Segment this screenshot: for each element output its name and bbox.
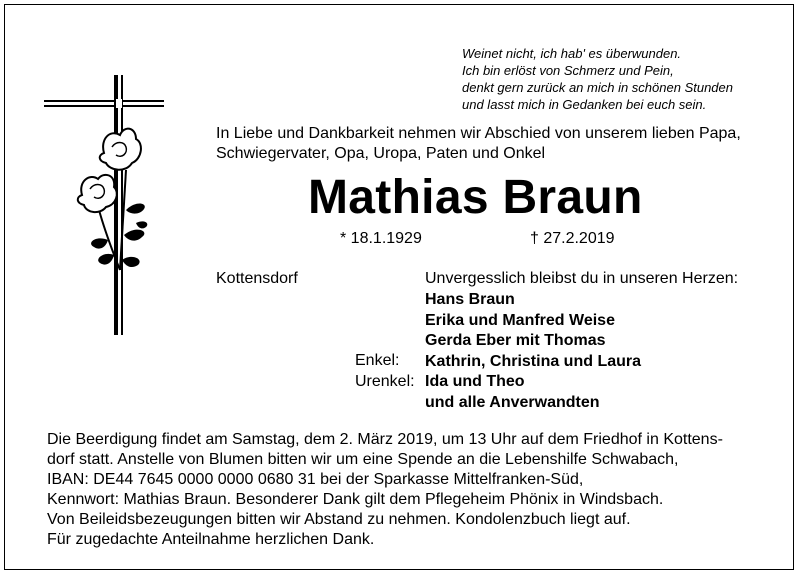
funeral-line: IBAN: DE44 7645 0000 0000 0680 31 bei der Sparkasse Mittelfranken-Süd,: [47, 471, 584, 488]
label-enkel: Enkel:: [355, 352, 400, 369]
mourners-list: [425, 290, 641, 413]
funeral-line: Von Beileidsbezeugungen bitten wir Abstand zu nehmen. Kondolenzbuch liegt auf.: [47, 511, 631, 528]
death-date: † 27.2.2019: [530, 230, 615, 247]
mourners-heading: Unvergesslich bleibst du in unseren Herzen:: [425, 270, 739, 287]
intro-line: In Liebe und Dankbarkeit nehmen wir Abschied von unserem lieben Papa,: [216, 125, 741, 142]
funeral-line: Die Beerdigung findet am Samstag, dem 2. März 2019, um 13 Uhr auf dem Friedhof in Kottens-: [47, 431, 723, 448]
cross-with-roses-icon: [44, 75, 164, 340]
birth-date: * 18.1.1929: [340, 230, 422, 247]
poem-line: Ich bin erlöst von Schmerz und Pein,: [462, 63, 674, 78]
poem: [462, 45, 733, 113]
mourner-entry: Erika und Manfred Weise: [425, 311, 615, 329]
intro-text: [216, 124, 741, 164]
mourner-entry: und alle Anverwandten: [425, 393, 600, 411]
funeral-line: Für zugedachte Anteilnahme herzlichen Dank.: [47, 531, 375, 548]
place-name: Kottensdorf: [216, 270, 298, 287]
mourner-entry: Hans Braun: [425, 291, 515, 308]
poem-line: Weinet nicht, ich hab' es überwunden.: [462, 46, 682, 61]
mourner-entry: Kathrin, Christina und Laura: [425, 352, 642, 370]
mourner-entry: Gerda Eber mit Thomas: [425, 332, 606, 349]
intro-line: Schwiegervater, Opa, Uropa, Paten und Onkel: [216, 145, 546, 162]
funeral-line: dorf statt. Anstelle von Blumen bitten wir um eine Spende an die Lebenshilfe Schwabach,: [47, 451, 679, 468]
label-urenkel: Urenkel:: [355, 373, 415, 390]
mourner-entry: Ida und Theo: [425, 373, 525, 390]
funeral-line: Kennwort: Mathias Braun. Besonderer Dank gilt dem Pflegeheim Phönix in Windsbach.: [47, 491, 664, 508]
poem-line: denkt gern zurück an mich in schönen Stunden: [462, 80, 734, 95]
deceased-name: Mathias Braun: [308, 171, 643, 224]
funeral-info: [47, 430, 723, 550]
poem-line: und lasst mich in Gedanken bei euch sein.: [462, 97, 707, 112]
